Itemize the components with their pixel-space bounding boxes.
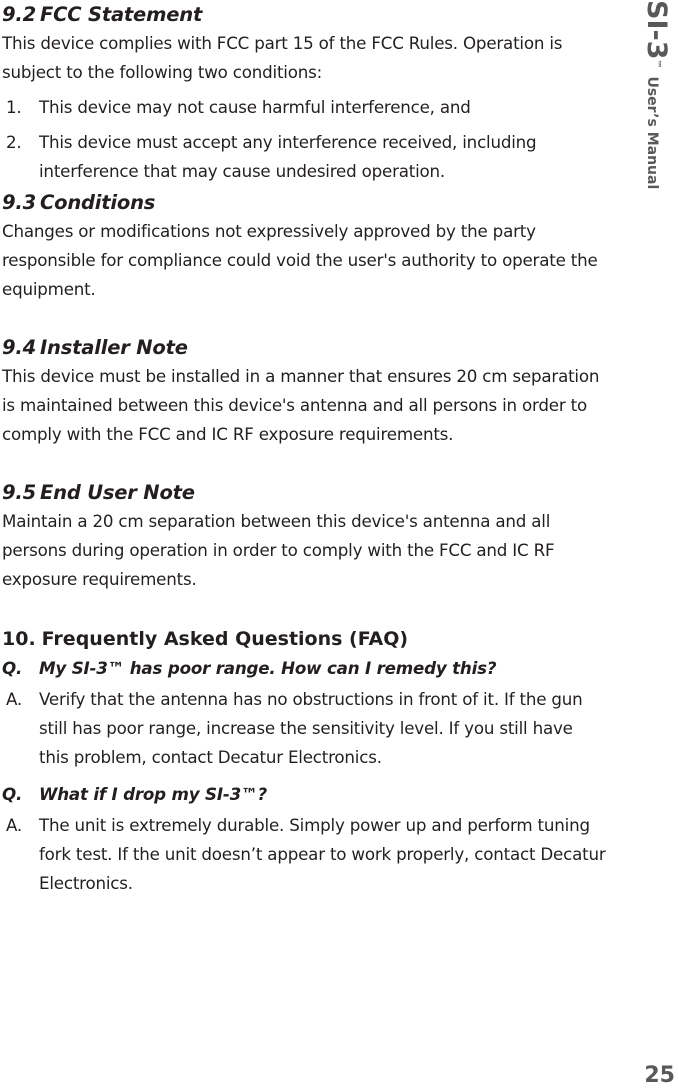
section-title: Conditions	[40, 191, 156, 214]
list-marker: 1.	[6, 97, 22, 117]
answer-text: Verify that the antenna has no obstructions in front of it. If the gun still has poor range, increase the sensitivity level. If you still have this problem, contact Decatur Electronics.	[39, 689, 583, 767]
list-marker: 2.	[6, 132, 22, 152]
question-text: What if I drop my SI-3™?	[39, 784, 267, 804]
answer-marker: A.	[6, 815, 23, 835]
section-number: 9.2	[2, 3, 36, 26]
section-title: End User Note	[40, 481, 195, 504]
answer-text: The unit is extremely durable. Simply power up and perform tuning fork test. If the unit doesn’t appear to work properly, contact Decatur Electronics.	[39, 815, 606, 893]
faq-number: 10.	[2, 628, 36, 650]
section-heading-installer-note	[2, 333, 607, 362]
product-name: SI-3	[641, 0, 672, 60]
section-heading-end-user-note	[2, 478, 607, 507]
installer-note-text: This device must be installed in a manner that ensures 20 cm separation is maintained between this device's antenna and all persons in order to comply with the FCC and IC RF exposure requirements.	[2, 366, 600, 444]
question-marker: Q.	[2, 784, 23, 804]
trademark-symbol: ™	[651, 59, 662, 69]
page-content	[2, 0, 607, 898]
section-number: 9.4	[2, 336, 36, 359]
faq-question	[2, 780, 607, 809]
section-number: 9.5	[2, 481, 36, 504]
list-item	[2, 128, 607, 186]
answer-marker: A.	[6, 689, 23, 709]
section-number: 9.3	[2, 191, 36, 214]
section-title: FCC Statement	[40, 3, 203, 26]
side-header	[641, 0, 679, 190]
list-item-text: This device must accept any interference received, including interference that may cause undesired operation.	[39, 132, 537, 181]
faq-question	[2, 654, 607, 683]
manual-subtitle: User’s Manual	[644, 76, 660, 190]
faq-answer	[2, 811, 607, 898]
conditions-text: Changes or modifications not expressively approved by the party responsible for compliance could void the user's authority to operate the equipment.	[2, 221, 598, 299]
fcc-intro-text: This device complies with FCC part 15 of the FCC Rules. Operation is subject to the following two conditions:	[2, 33, 563, 82]
end-user-note-text: Maintain a 20 cm separation between this device's antenna and all persons during operation in order to comply with the FCC and IC RF exposure requirements.	[2, 511, 555, 589]
faq-answer	[2, 685, 607, 772]
faq-title: Frequently Asked Questions (FAQ)	[41, 628, 409, 650]
section-heading-conditions	[2, 188, 607, 217]
question-text: My SI-3™ has poor range. How can I remedy this?	[39, 658, 497, 678]
section-title: Installer Note	[40, 336, 188, 359]
section-heading-fcc-statement	[2, 0, 607, 29]
page-number: 25	[644, 1063, 675, 1088]
list-item-text: This device may not cause harmful interference, and	[39, 97, 471, 117]
question-marker: Q.	[2, 658, 23, 678]
faq-heading	[2, 624, 607, 654]
list-item	[2, 93, 607, 122]
